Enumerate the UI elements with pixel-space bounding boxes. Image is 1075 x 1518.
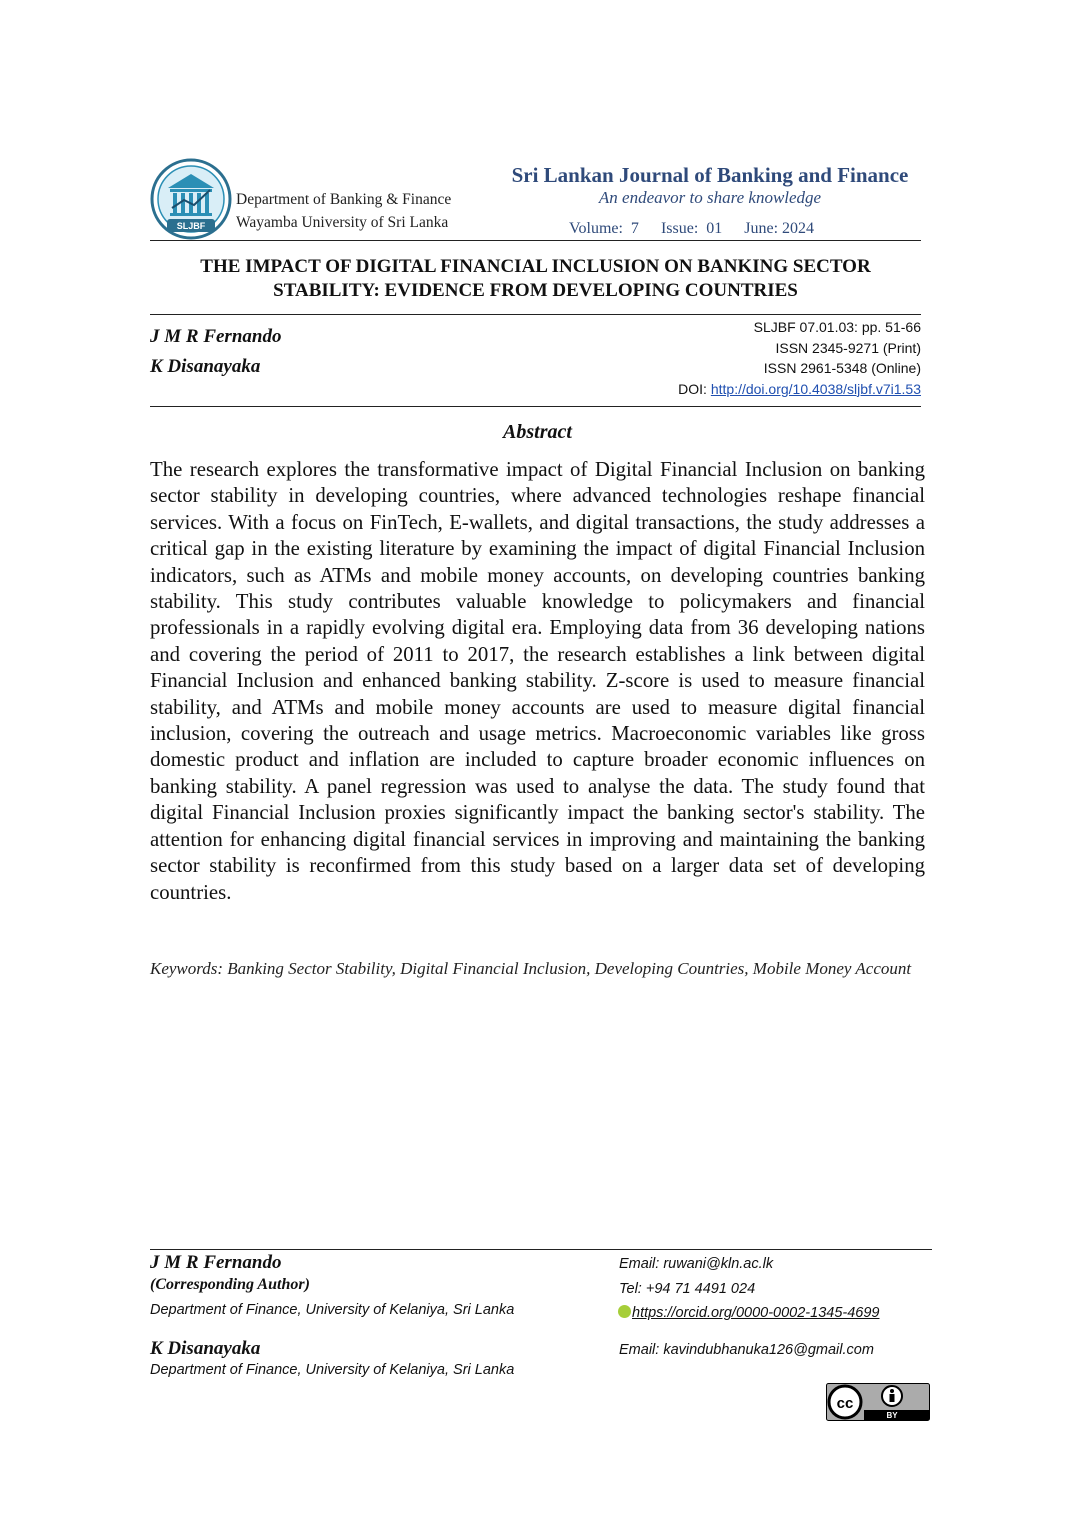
department-info (236, 188, 451, 234)
journal-logo (150, 158, 232, 240)
footer-author-2-affiliation: Department of Finance, University of Kelaniya, Sri Lanka (150, 1362, 515, 1378)
abstract-body: The research explores the transformative impact of Digital Financial Inclusion on banking sector stability in developing countries, where advanced technologies reshape financial services. With a focus on FinTech, E-wallets, and digital transactions, the study addresses a critical gap in the existing literature by examining the impact of digital Financial Inclusion indicators, such as ATMs and mobile money accounts, on developing countries banking stability. This study contributes valuable knowledge to policymakers and financial professionals in a rapidly evolving digital era. Employing data from 36 developing nations and covering the period of 2011 to 2017, the research establishes a link between digital Financial Inclusion and enhanced banking stability. Z-score is used to measure financial stability, and ATMs and mobile money accounts are used to measure digital financial inclusion, covering the outreach and usage metrics. Macroeconomic variables like gross domestic product and inflation are included to capture broader economic influences on banking stability. A panel regression was used to analyse the data. The study found that digital Financial Inclusion proxies significantly impact the banking sector's stability. The attention for enhancing digital financial services in improving and maintaining the banking sector stability is reconfirmed from this study based on a larger data set of developing countries. (150, 458, 925, 904)
volume: Volume: 7 (569, 220, 639, 237)
author-1-orcid (618, 1305, 879, 1321)
header-divider (150, 240, 921, 241)
meta-divider (150, 406, 921, 407)
paper-title-line-2: STABILITY: EVIDENCE FROM DEVELOPING COUNTRIES (273, 280, 798, 301)
abstract-heading: Abstract (503, 421, 572, 443)
footer-author-2-name: K Disanayaka (150, 1338, 261, 1359)
issn-online: ISSN 2961-5348 (Online) (763, 360, 921, 376)
citation: SLJBF 07.01.03: pp. 51-66 (753, 319, 921, 335)
author-1-email: Email: ruwani@kln.ac.lk (619, 1256, 774, 1272)
footer-author-1-affiliation: Department of Finance, University of Kelaniya, Sri Lanka (150, 1302, 515, 1318)
author-list (150, 322, 281, 382)
title-divider (150, 314, 921, 315)
journal-title: Sri Lankan Journal of Banking and Finance (511, 163, 909, 187)
author-1-phone: Tel: +94 71 4491 024 (619, 1281, 756, 1297)
author-name: J M R Fernando (150, 326, 282, 347)
issue: Issue: 01 (660, 220, 723, 237)
department-line-2: Wayamba University of Sri Lanka (236, 214, 449, 231)
publication-meta (678, 317, 921, 399)
issue-date: June: 2024 (744, 220, 815, 237)
svg-text:cc: cc (836, 1395, 854, 1412)
author-2-email: Email: kavindubhanuka126@gmail.com (619, 1342, 874, 1358)
doi-link[interactable]: http://doi.org/10.4038/sljbf.v7i1.53 (710, 380, 921, 397)
orcid-link[interactable]: https://orcid.org/0000-0002-1345-4699 (632, 1305, 880, 1321)
author-name: K Disanayaka (150, 356, 261, 377)
paper-title-line-1: THE IMPACT OF DIGITAL FINANCIAL INCLUSION ON BANKING SECTOR (200, 256, 871, 277)
footer-author-1-name: J M R Fernando (150, 1252, 282, 1273)
footer-author-1-role: (Corresponding Author) (150, 1276, 310, 1293)
keywords: Keywords: Banking Sector Stability, Digital Financial Inclusion, Developing Countries, Mobile Money Account (150, 959, 912, 978)
doi-label: DOI: (678, 380, 711, 397)
logo-text: SLJBF (176, 221, 206, 231)
department-line-1: Department of Banking & Finance (236, 191, 452, 208)
footer-divider (150, 1249, 932, 1250)
issn-print: ISSN 2345-9271 (Print) (775, 339, 921, 356)
orcid-icon (618, 1305, 631, 1318)
paper-title (150, 255, 921, 303)
volume-issue-line (569, 220, 836, 238)
license-label: BY (886, 1411, 898, 1420)
cc-by-license-badge[interactable] (826, 1383, 930, 1421)
doi-line (678, 379, 921, 400)
journal-tagline: An endeavor to share knowledge (598, 188, 822, 207)
